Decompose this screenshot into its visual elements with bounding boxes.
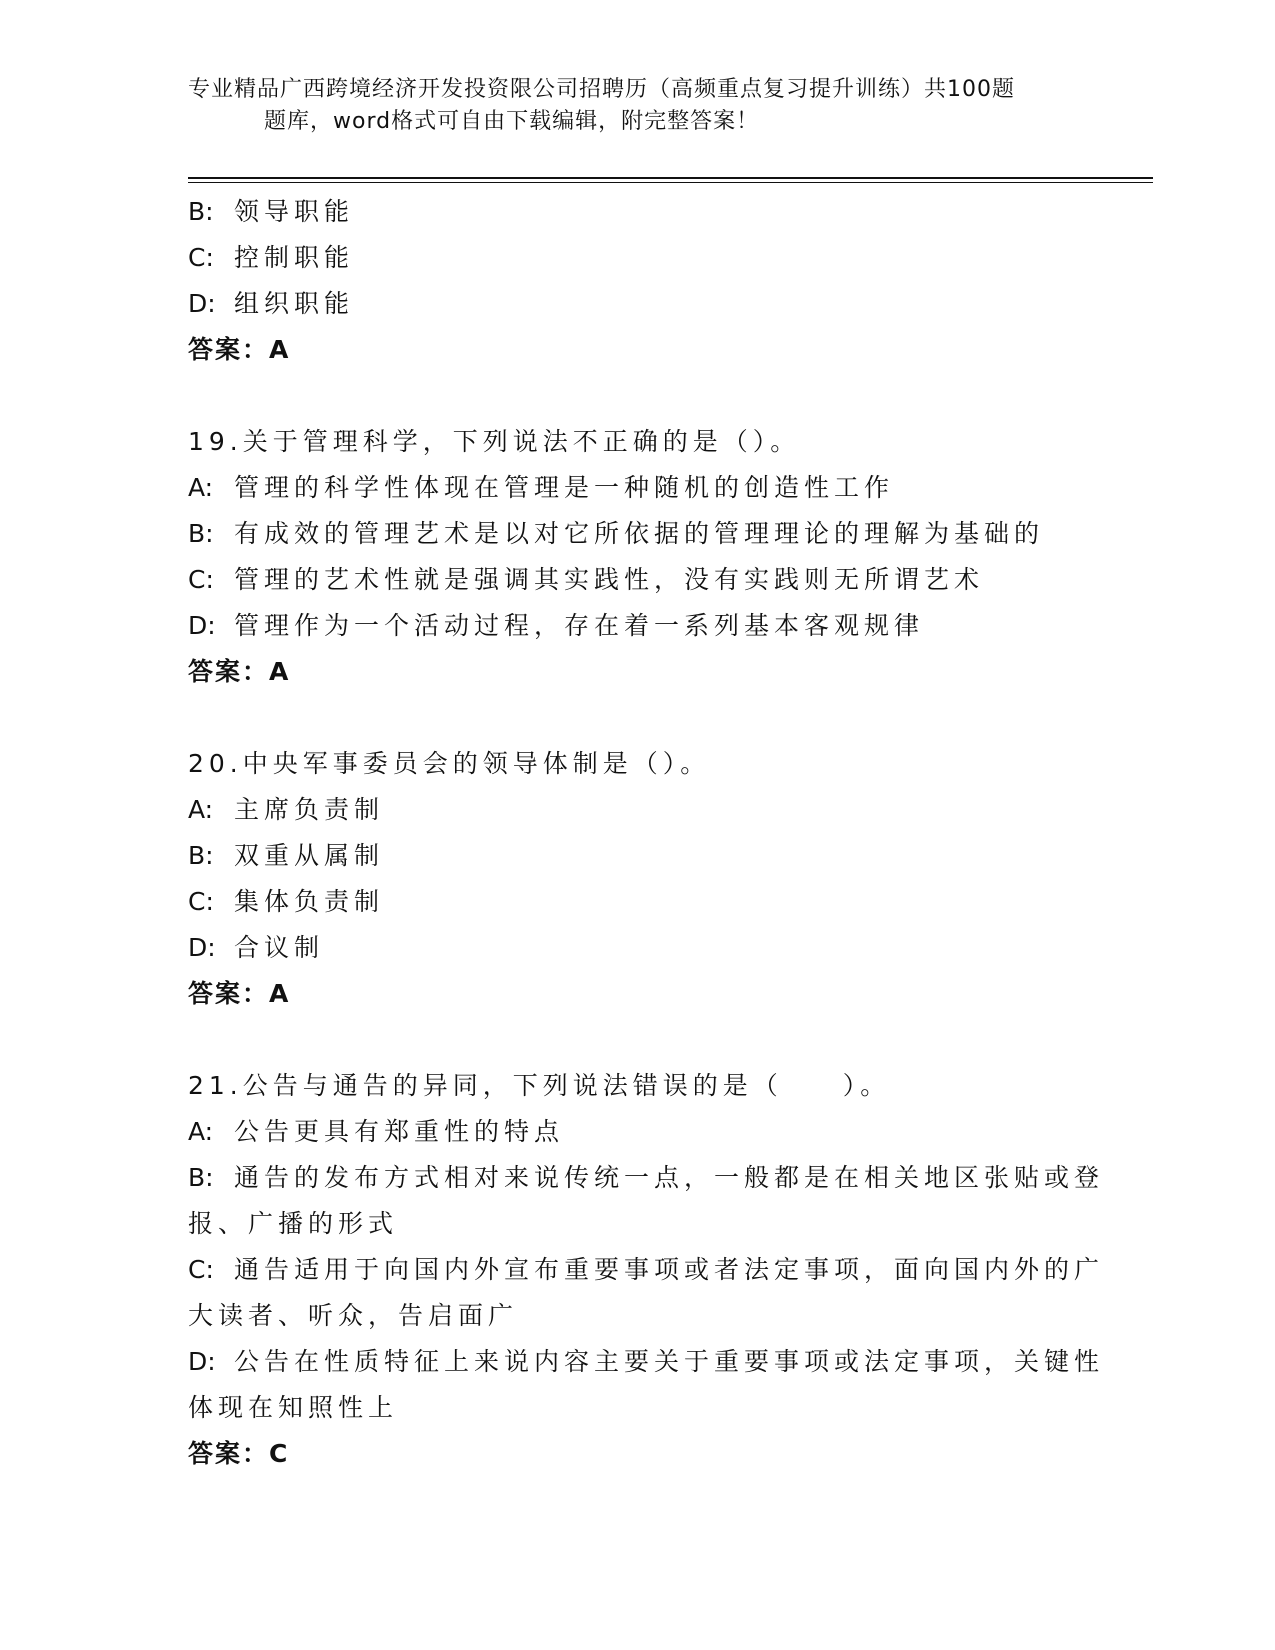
answer-line: 答案：A xyxy=(188,979,291,1008)
option-text: 领导职能 xyxy=(234,197,355,226)
question-stem: 20.中央军事委员会的领导体制是（）。 xyxy=(188,749,711,778)
question-stem: 21.公告与通告的异同，下列说法错误的是（ ）。 xyxy=(188,1071,891,1100)
option-line xyxy=(188,281,1088,327)
option-text: 控制职能 xyxy=(234,243,355,272)
option-text: 有成效的管理艺术是以对它所依据的管理理论的理解为基础的 xyxy=(234,519,1045,548)
option-letter: A: xyxy=(188,473,214,502)
header-rule-thick xyxy=(188,177,1153,179)
option-text: 合议制 xyxy=(234,933,325,962)
option-letter: A: xyxy=(188,795,214,824)
option-text: 管理的科学性体现在管理是一种随机的创造性工作 xyxy=(234,473,895,502)
option-letter: D: xyxy=(188,611,216,640)
option-line xyxy=(188,511,1088,557)
spacer xyxy=(188,695,1088,741)
answer-line: 答案：C xyxy=(188,1439,290,1468)
option-letter: C: xyxy=(188,243,214,272)
question-block-continued xyxy=(188,189,1088,373)
option-letter: B: xyxy=(188,519,214,548)
header-title-line1: 专业精品广西跨境经济开发投资限公司招聘历（高频重点复习提升训练）共100题 xyxy=(188,77,1015,102)
option-line xyxy=(188,1339,1105,1385)
option-continuation: 体现在知照性上 xyxy=(188,1393,399,1422)
option-continuation: 报、广播的形式 xyxy=(188,1209,399,1238)
option-line xyxy=(188,1247,1105,1293)
option-text: 主席负责制 xyxy=(234,795,385,824)
header-title-line2: 题库，word格式可自由下载编辑，附完整答案！ xyxy=(264,109,760,134)
option-line xyxy=(188,557,1088,603)
option-text: 集体负责制 xyxy=(234,887,385,916)
option-letter: C: xyxy=(188,565,214,594)
option-text: 组织职能 xyxy=(234,289,355,318)
option-line xyxy=(188,833,1088,879)
answer-line: 答案：A xyxy=(188,335,291,364)
answer-line: 答案：A xyxy=(188,657,291,686)
question-block-21 xyxy=(188,1063,1105,1477)
option-line xyxy=(188,235,1088,281)
option-letter: D: xyxy=(188,1347,216,1376)
spacer xyxy=(188,1017,1088,1063)
option-letter: C: xyxy=(188,887,214,916)
option-text: 公告在性质特征上来说内容主要关于重要事项或法定事项，关键性 xyxy=(234,1347,1105,1376)
option-letter: B: xyxy=(188,1163,214,1192)
option-letter: B: xyxy=(188,197,214,226)
question-block-20 xyxy=(188,741,1088,1017)
document-header xyxy=(188,74,1088,138)
option-line xyxy=(188,879,1088,925)
option-text: 通告适用于向国内外宣布重要事项或者法定事项，面向国内外的广 xyxy=(234,1255,1105,1284)
option-text: 管理作为一个活动过程，存在着一系列基本客观规律 xyxy=(234,611,925,640)
question-list xyxy=(188,189,1105,1477)
option-letter: B: xyxy=(188,841,214,870)
option-letter: D: xyxy=(188,933,216,962)
option-letter: A: xyxy=(188,1117,214,1146)
option-line xyxy=(188,1155,1105,1201)
option-text: 管理的艺术性就是强调其实践性，没有实践则无所谓艺术 xyxy=(234,565,985,594)
option-text: 通告的发布方式相对来说传统一点，一般都是在相关地区张贴或登 xyxy=(234,1163,1105,1192)
option-line xyxy=(188,787,1088,833)
option-text: 公告更具有郑重性的特点 xyxy=(234,1117,565,1146)
option-text: 双重从属制 xyxy=(234,841,385,870)
option-continuation: 大读者、听众，告启面广 xyxy=(188,1301,519,1330)
question-stem: 19.关于管理科学，下列说法不正确的是（）。 xyxy=(188,427,801,456)
option-line xyxy=(188,465,1088,511)
option-line xyxy=(188,925,1088,971)
option-line xyxy=(188,603,1088,649)
option-letter: C: xyxy=(188,1255,214,1284)
spacer xyxy=(188,373,1088,419)
option-letter: D: xyxy=(188,289,216,318)
option-line xyxy=(188,1109,1088,1155)
option-line xyxy=(188,189,1088,235)
question-block-19 xyxy=(188,419,1088,695)
header-rule-thin xyxy=(188,182,1153,183)
